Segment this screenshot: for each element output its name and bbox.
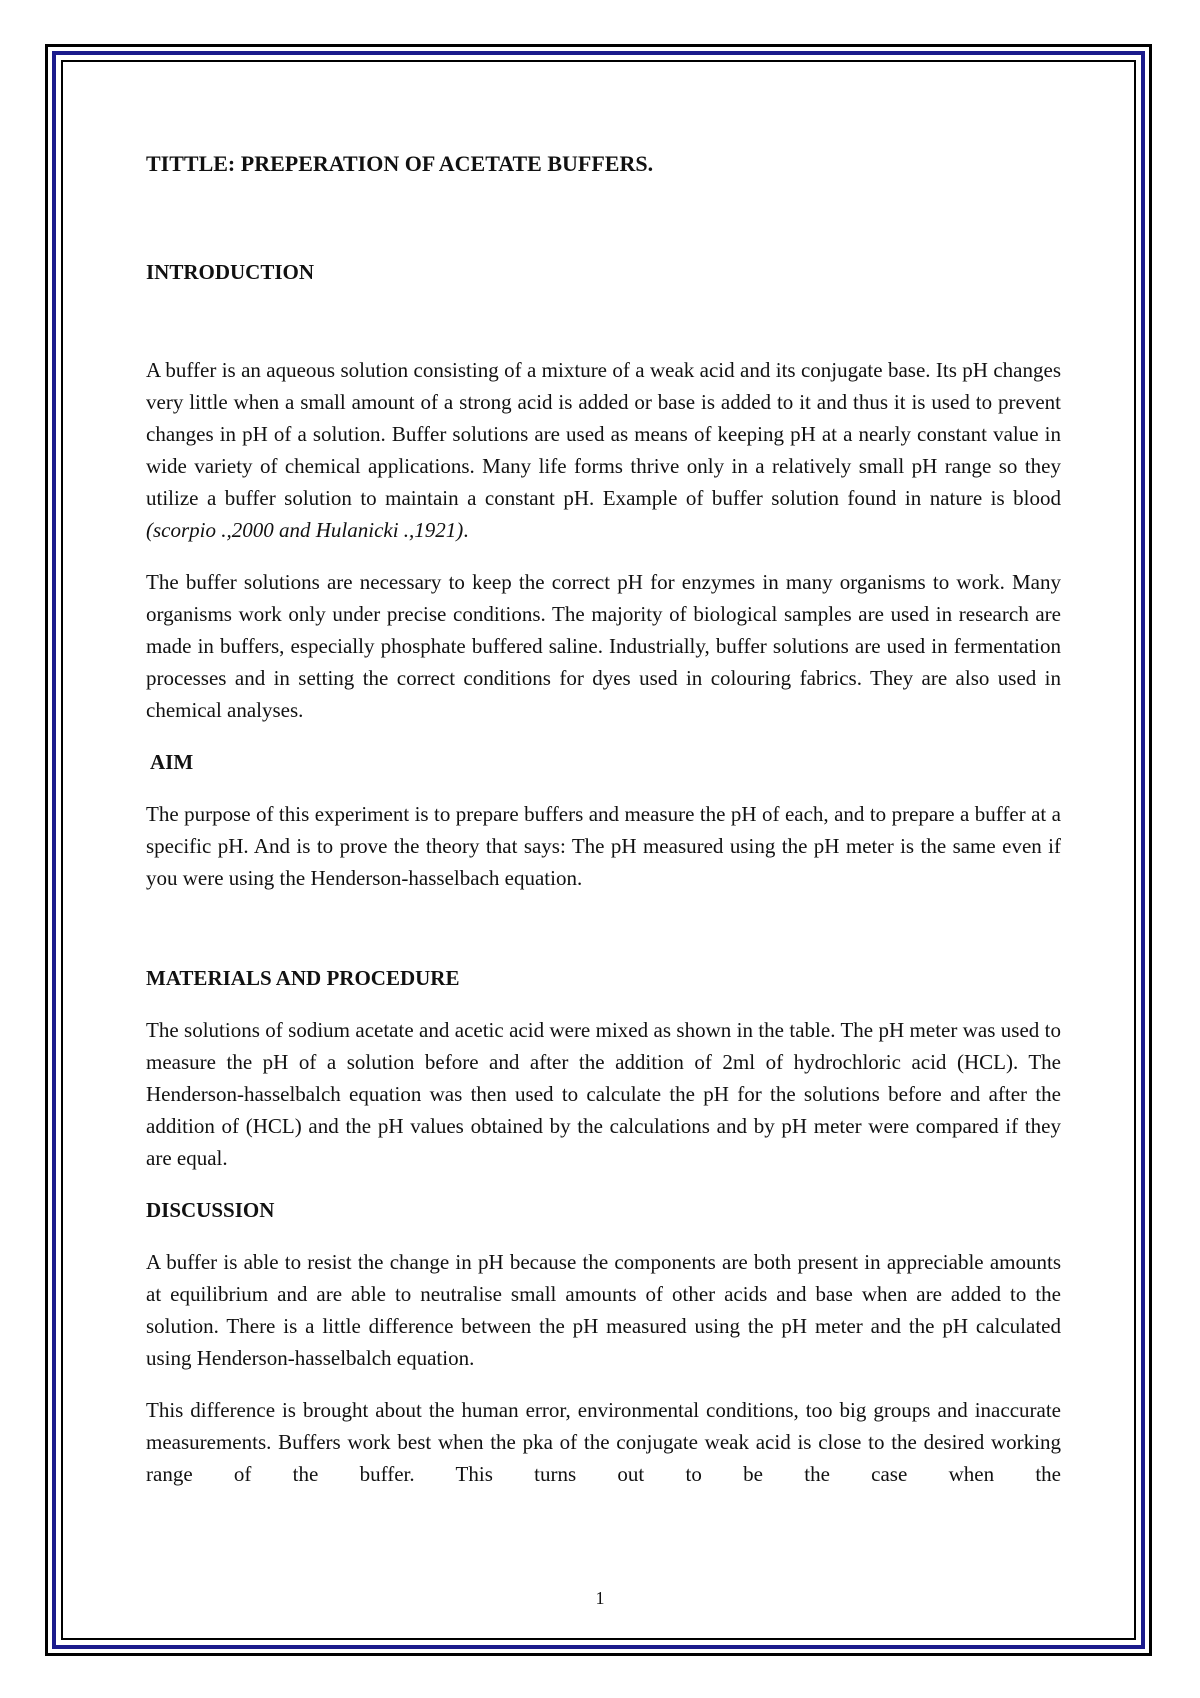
discussion-heading: DISCUSSION	[146, 1198, 275, 1222]
introduction-heading: INTRODUCTION	[146, 260, 315, 284]
discussion-paragraph-2: This difference is brought about the human error, environmental conditions, too big groups and inaccurate measurements. Buffers work best when the pka of the conjugate weak acid is close to the desired working range of the buffer. This turns out to be the case when the	[146, 1398, 1061, 1486]
aim-heading: AIM	[150, 750, 194, 774]
page-number: 1	[595, 1588, 605, 1608]
introduction-paragraph-1	[146, 354, 1061, 546]
introduction-paragraph-2: The buffer solutions are necessary to keep the correct pH for enzymes in many organisms to work. Many organisms work only under precise conditions. The majority of biological samples are used in research are made in buffers, especially phosphate buffered saline. Industrially, buffer solutions are used in fermentation processes and in setting the correct conditions for dyes used in colouring fabrics. They are also used in chemical analyses.	[146, 570, 1061, 722]
intro-p1-text: A buffer is an aqueous solution consisting of a mixture of a weak acid and its conjugate base. Its pH changes very little when a small amount of a strong acid is added or base is added to it and thus it is used to prevent changes in pH of a solution. Buffer solutions are used as means of keeping pH at a nearly constant value in wide variety of chemical applications. Many life forms thrive only in a relatively small pH range so they utilize a buffer solution to maintain a constant pH. Example of buffer solution found in nature is blood	[146, 358, 1061, 510]
intro-citation: (scorpio .,2000 and Hulanicki .,1921)	[146, 518, 464, 542]
materials-paragraph: The solutions of sodium acetate and acetic acid were mixed as shown in the table. The pH meter was used to measure the pH of a solution before and after the addition of 2ml of hydrochloric acid (HCL). The Henderson-hasselbalch equation was then used to calculate the pH for the solutions before and after the addition of (HCL) and the pH values obtained by the calculations and by pH meter were compared if they are equal.	[146, 1018, 1061, 1170]
materials-heading: MATERIALS AND PROCEDURE	[146, 966, 460, 990]
document-body	[146, 146, 1061, 1490]
discussion-paragraph-1: A buffer is able to resist the change in pH because the components are both present in appreciable amounts at equilibrium and are able to neutralise small amounts of other acids and base when are added to the solution. There is a little difference between the pH measured using the pH meter and the pH calculated using Henderson-hasselbalch equation.	[146, 1250, 1061, 1370]
intro-p1-end: .	[463, 518, 469, 542]
aim-paragraph: The purpose of this experiment is to prepare buffers and measure the pH of each, and to prepare a buffer at a specific pH. And is to prove the theory that says: The pH measured using the pH meter is the same even if you were using the Henderson-hasselbach equation.	[146, 802, 1061, 890]
document-title: TITTLE: PREPERATION OF ACETATE BUFFERS.	[146, 151, 654, 176]
